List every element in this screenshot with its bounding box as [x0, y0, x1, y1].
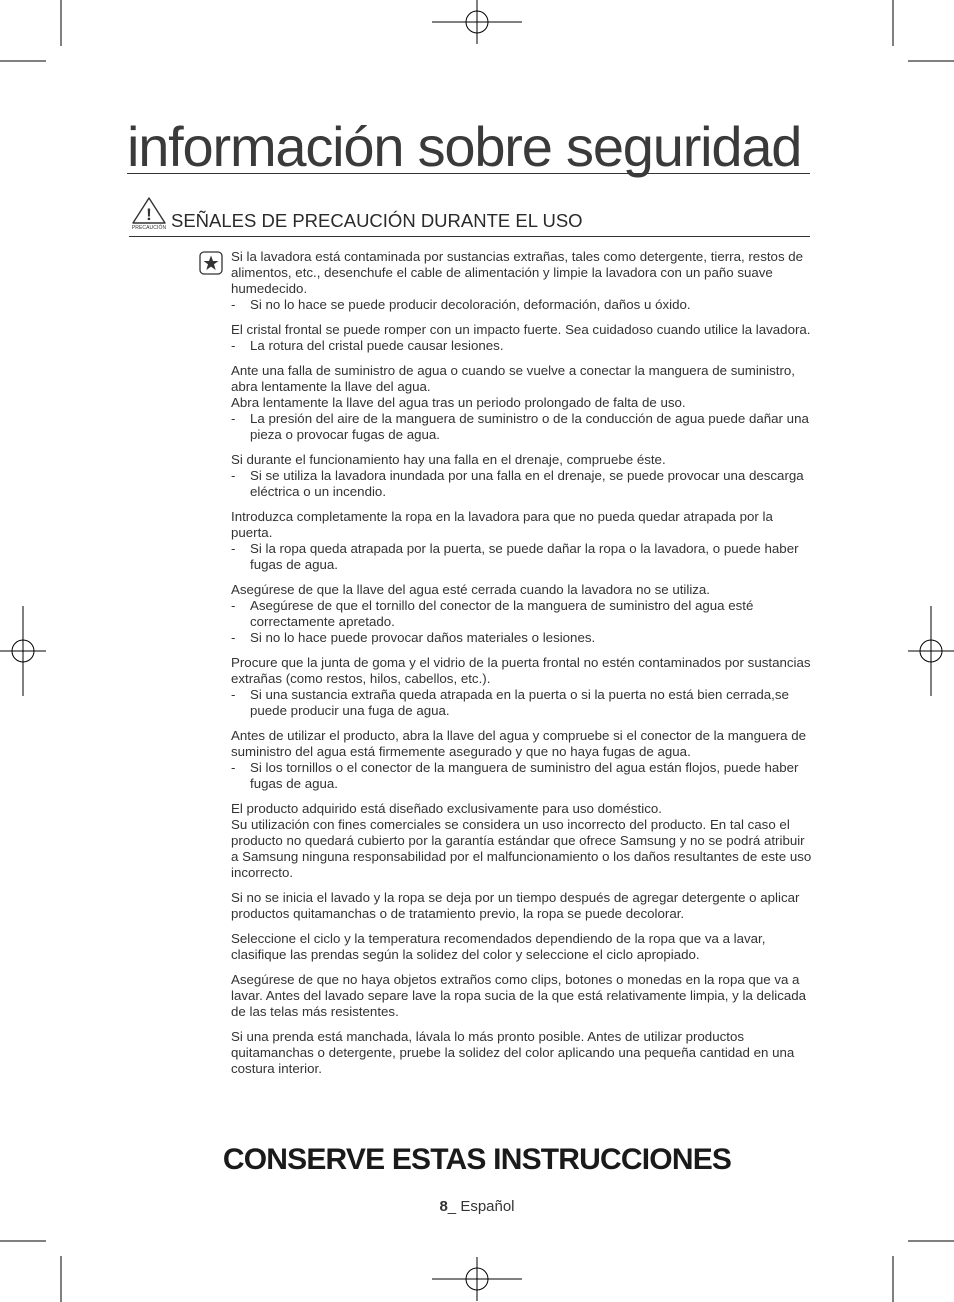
- bullet-dash: -: [231, 630, 236, 645]
- bullet-item: [231, 760, 812, 792]
- safety-paragraph: [231, 1029, 812, 1077]
- safety-paragraph: [231, 452, 812, 500]
- bullet-item: [231, 598, 812, 630]
- bullet-dash: -: [231, 760, 236, 775]
- bullet-dash: -: [231, 687, 236, 702]
- bullet-text: La rotura del cristal puede causar lesiones.: [250, 338, 504, 353]
- bullet-dash: -: [231, 598, 236, 613]
- paragraph-text: Ante una falla de suministro de agua o cuando se vuelve a conectar la manguera de suministro, abra lentamente la llave del agua.: [231, 363, 795, 394]
- svg-text:!: !: [146, 205, 152, 224]
- bullet-text: Si no lo hace se puede producir decoloración, deformación, daños u óxido.: [250, 297, 691, 312]
- save-instructions-heading: CONSERVE ESTAS INSTRUCCIONES: [222, 1143, 732, 1176]
- bullet-text: Si se utiliza la lavadora inundada por una falla en el drenaje, se puede provocar una descarga eléctrica o un incendio.: [250, 468, 804, 499]
- paragraph-text: El cristal frontal se puede romper con un impacto fuerte. Sea cuidadoso cuando utilice la lavadora.: [231, 322, 811, 337]
- safety-paragraph: [231, 931, 812, 963]
- page-separator: _: [447, 1198, 461, 1215]
- bullet-text: Si una sustancia extraña queda atrapada en la puerta o si la puerta no está bien cerrada,se puede producir una fuga de agua.: [250, 687, 789, 718]
- safety-paragraph: [231, 972, 812, 1020]
- paragraph-text: Si no se inicia el lavado y la ropa se deja por un tiempo después de agregar detergente o aplicar productos quitamanchas o de tratamiento previo, la ropa se puede decolorar.: [231, 890, 800, 921]
- registration-mark-left: [0, 606, 46, 696]
- registration-mark-bottom: [432, 1257, 522, 1301]
- safety-paragraph: [231, 655, 812, 719]
- page-title: información sobre seguridad: [127, 120, 810, 174]
- bullet-dash: -: [231, 338, 236, 353]
- caution-badge: [129, 196, 169, 232]
- paragraph-text: Si durante el funcionamiento hay una falla en el drenaje, compruebe éste.: [231, 452, 666, 467]
- registration-mark-right: [908, 606, 954, 696]
- paragraph-text: Si una prenda está manchada, lávala lo más pronto posible. Antes de utilizar productos quitamanchas o detergente, pruebe la solidez del color aplicando una pequeña cantidad en una costura interior.: [231, 1029, 795, 1076]
- page-number: 8: [439, 1198, 448, 1215]
- safety-paragraph: [231, 728, 812, 792]
- paragraph-text: Asegúrese de que la llave del agua esté cerrada cuando la lavadora no se utiliza.: [231, 582, 711, 597]
- section-header: [129, 196, 810, 237]
- bullet-text: Asegúrese de que el tornillo del conector de la manguera de suministro del agua esté correctamente apretado.: [250, 598, 754, 629]
- safety-paragraph: [231, 322, 812, 354]
- registration-mark-top: [432, 0, 522, 44]
- safety-paragraph: [231, 801, 812, 881]
- safety-paragraph: [231, 582, 812, 646]
- bullet-item: [231, 297, 812, 313]
- page-language: Español: [460, 1198, 515, 1215]
- page-footer: [0, 1198, 954, 1216]
- safety-paragraph: [231, 363, 812, 443]
- bullet-text: Si los tornillos o el conector de la manguera de suministro del agua están flojos, puede haber fugas de agua.: [250, 760, 799, 791]
- paragraph-text: Su utilización con fines comerciales se considera un uso incorrecto del producto. En tal caso el producto no quedará cubierto por la garantía estándar que ofrece Samsung y no se podrá atribuir a Samsung ninguna responsabilidad por el malfuncionamiento o los daños resultantes de este uso incorrecto.: [231, 817, 812, 880]
- safety-paragraph: [231, 509, 812, 573]
- section-heading: SEÑALES DE PRECAUCIÓN DURANTE EL USO: [171, 210, 583, 231]
- safety-paragraph: [231, 249, 812, 313]
- safety-paragraph: [231, 890, 812, 922]
- bullet-text: Si no lo hace puede provocar daños materiales o lesiones.: [250, 630, 596, 645]
- bullet-item: [231, 411, 812, 443]
- paragraph-text: Si la lavadora está contaminada por sustancias extrañas, tales como detergente, tierra, restos de alimentos, etc., desenchufe el cable de alimentación y limpie la lavadora con un paño suave humedecido.: [231, 249, 804, 296]
- bullet-dash: -: [231, 297, 236, 312]
- paragraph-text: Abra lentamente la llave del agua tras un periodo prolongado de falta de uso.: [231, 395, 686, 410]
- paragraph-text: Procure que la junta de goma y el vidrio de la puerta frontal no estén contaminados por sustancias extrañas (como restos, hilos, cabellos, etc.).: [231, 655, 811, 686]
- safety-content: [231, 249, 812, 1086]
- warning-triangle-icon: [129, 196, 169, 226]
- paragraph-text: Antes de utilizar el producto, abra la llave del agua y compruebe si el conector de la manguera de suministro del agua está firmemente asegurado y que no haya fugas de agua.: [231, 728, 807, 759]
- bullet-dash: -: [231, 468, 236, 483]
- bullet-item: [231, 687, 812, 719]
- bullet-item: [231, 338, 812, 354]
- paragraph-text: Introduzca completamente la ropa en la lavadora para que no pueda quedar atrapada por la puerta.: [231, 509, 773, 540]
- caution-label: PRECAUCIÓN: [131, 225, 167, 231]
- bullet-item: [231, 468, 812, 500]
- star-box-icon: [199, 251, 223, 275]
- bullet-text: La presión del aire de la manguera de suministro o de la conducción de agua puede dañar una pieza o provocar fugas de agua.: [250, 411, 809, 442]
- paragraph-text: Asegúrese de que no haya objetos extraños como clips, botones o monedas en la ropa que va a lavar. Antes del lavado separe lave la ropa sucia de la que está relativamente limpia, y la delicada de las telas más resistentes.: [231, 972, 807, 1019]
- bullet-text: Si la ropa queda atrapada por la puerta, se puede dañar la ropa o la lavadora, o puede haber fugas de agua.: [250, 541, 799, 572]
- bullet-item: [231, 630, 812, 646]
- paragraph-text: El producto adquirido está diseñado exclusivamente para uso doméstico.: [231, 801, 662, 816]
- paragraph-text: Seleccione el ciclo y la temperatura recomendados dependiendo de la ropa que va a lavar, clasifique las prendas según la solidez del color y seleccione el ciclo apropiado.: [231, 931, 766, 962]
- bullet-item: [231, 541, 812, 573]
- bullet-dash: -: [231, 541, 236, 556]
- bullet-dash: -: [231, 411, 236, 426]
